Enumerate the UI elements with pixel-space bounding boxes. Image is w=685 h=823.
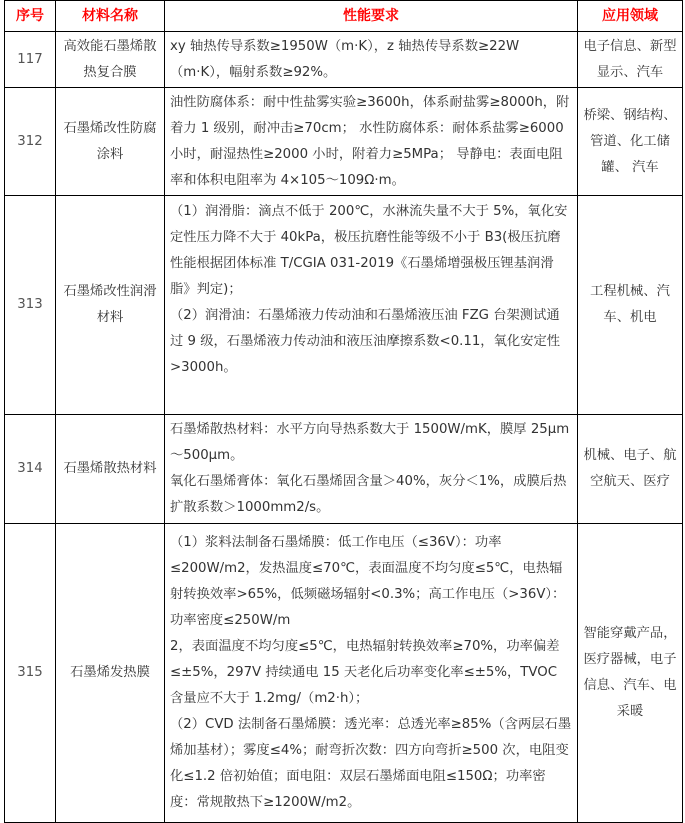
requirement-paragraph: 2，表面温度不均匀度≤5℃，电热辐射转换效率≥70%，功率偏差≤±5%，297V 持续通电 15 天老化后功率变化率≤±5%，TVOC 含量应不大于 1.2mg/（m2·h）； xyxy=(170,639,560,706)
row-application-field: 电子信息、新型显示、汽车 xyxy=(578,32,683,88)
table-row xyxy=(5,415,683,524)
graphene-materials-table xyxy=(4,0,683,823)
requirement-paragraph: 石墨烯散热材料：水平方向导热系数大于 1500W/mK，膜厚 25μm～500μm。 xyxy=(170,422,570,463)
row-material-name: 石墨烯发热膜 xyxy=(56,524,165,823)
requirement-paragraph: （1）浆料法制备石墨烯膜：低工作电压（≤36V）：功率≤200W/m2，发热温度≤70℃，表面温度不均匀度≤5℃，电热辐射转换效率>65%，低频磁场辐射<0.3%；高工作电压（>36V）：功率密度≤250W/m xyxy=(170,535,566,628)
row-serial-number: 117 xyxy=(5,32,56,88)
row-requirements xyxy=(165,32,578,88)
row-material-name: 石墨烯散热材料 xyxy=(56,415,165,524)
row-requirements xyxy=(165,196,578,415)
requirement-paragraph: （2）CVD 法制备石墨烯膜：透光率：总透光率≥85%（含两层石墨烯加基材）；雾度≤4%；耐弯折次数：四方向弯折≥500 次，电阻变化≤1.2 倍初始值；面电阻：双层石墨烯面电阻≤150Ω；功率密度：常规散热下≥1200W/m2。 xyxy=(170,717,572,810)
requirement-paragraph: xy 轴热传导系数≥1950W（m·K），z 轴热传导系数≥22W（m·K），幅射系数≥92%。 xyxy=(170,38,520,80)
requirement-paragraph: （1）润滑脂：滴点不低于 200℃，水淋流失量不大于 5%，氧化安定性压力降不大于 40kPa，极压抗磨性能等级不小于 B3(极压抗磨性能根据团体标准 T/CGIA 031-2019《石墨烯增强极压锂基润滑脂》判定)； xyxy=(170,204,568,297)
table-row xyxy=(5,196,683,415)
row-application-field: 智能穿戴产品，医疗器械，电子 信息、汽车、电采暖 xyxy=(578,524,683,823)
header-performance-requirements: 性能要求 xyxy=(165,1,578,32)
row-application-field: 桥梁、钢结构、管道、化工储罐、 汽车 xyxy=(578,88,683,196)
header-serial-number: 序号 xyxy=(5,1,56,32)
row-material-name: 石墨烯改性防腐涂料 xyxy=(56,88,165,196)
header-material-name: 材料名称 xyxy=(56,1,165,32)
header-application-field: 应用领域 xyxy=(578,1,683,32)
table-header-row xyxy=(5,1,683,32)
row-material-name: 高效能石墨烯散热复合膜 xyxy=(56,32,165,88)
requirement-paragraph: 油性防腐体系：耐中性盐雾实验≥3600h，体系耐盐雾≥8000h，附着力 1 级别，耐冲击≥70cm； 水性防腐体系：耐体系盐雾≥6000 小时，耐湿热性≥2000 小时，附着力≥5MPa； 导静电：表面电阻率和体积电阻率为 4×105～109Ω·m。 xyxy=(170,94,570,188)
row-serial-number: 312 xyxy=(5,88,56,196)
row-requirements xyxy=(165,415,578,524)
table-row xyxy=(5,524,683,823)
row-application-field: 机械、电子、航空航天、医疗 xyxy=(578,415,683,524)
requirement-paragraph: （2）润滑油：石墨烯液力传动油和石墨烯液压油 FZG 台架测试通过 9 级，石墨烯液力传动油和液压油摩擦系数<0.11，氧化安定性>3000h。 xyxy=(170,308,561,375)
row-serial-number: 313 xyxy=(5,196,56,415)
requirement-paragraph: 氧化石墨烯膏体：氧化石墨烯固含量＞40%，灰分＜1%，成膜后热扩散系数＞1000mm2/s。 xyxy=(170,474,567,515)
row-application-field: 工程机械、汽车、机电 xyxy=(578,196,683,415)
row-material-name: 石墨烯改性润滑材料 xyxy=(56,196,165,415)
row-requirements xyxy=(165,88,578,196)
table-row xyxy=(5,32,683,88)
row-serial-number: 315 xyxy=(5,524,56,823)
row-requirements xyxy=(165,524,578,823)
row-serial-number: 314 xyxy=(5,415,56,524)
table-row xyxy=(5,88,683,196)
